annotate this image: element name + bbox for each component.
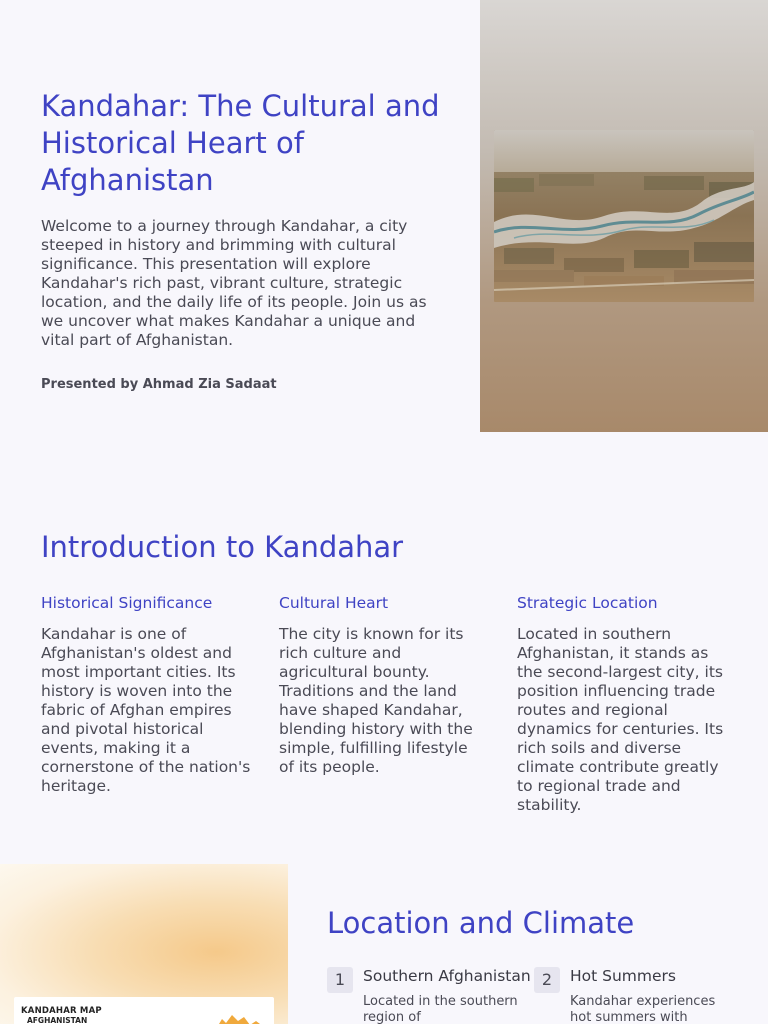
column-title: Cultural Heart <box>279 594 389 612</box>
page-title: Kandahar: The Cultural and Historical Heart of Afghanistan <box>41 89 440 197</box>
location-heading: Location and Climate <box>327 906 635 940</box>
map-title: KANDAHAR MAP <box>21 1006 102 1016</box>
introduction-heading: Introduction to Kandahar <box>41 530 404 564</box>
presenter-credit: Presented by Ahmad Zia Sadaat <box>41 377 277 392</box>
hero-section <box>0 0 768 432</box>
column-text: Located in southern Afghanistan, it stands as the second-largest city, its position influencing trade routes and regional dynamics for centuries. Its rich soils and diverse climate contribute greatly to regional trade and stability. <box>517 625 724 814</box>
map-panel <box>0 864 288 1024</box>
location-item-title: Hot Summers <box>570 967 676 985</box>
hero-photo-panel <box>480 0 768 432</box>
column-title: Strategic Location <box>517 594 658 612</box>
cultural-heart-column <box>279 594 487 777</box>
hero-intro-text: Welcome to a journey through Kandahar, a city steeped in history and brimming with cultural significance. This presentation will explore Kandahar's rich past, vibrant culture, strategic location, and the daily life of its people. Join us as we uncover what makes Kandahar a unique and vital part of Afghanistan. <box>41 217 427 349</box>
map-subtitle: AFGHANISTAN <box>27 1016 88 1024</box>
historical-significance-column <box>41 594 259 796</box>
map-region-shape <box>164 1007 284 1024</box>
kandahar-map-image <box>14 997 274 1024</box>
location-item-title: Southern Afghanistan <box>363 967 531 985</box>
column-title: Historical Significance <box>41 594 213 612</box>
column-text: The city is known for its rich culture and agricultural bounty. Traditions and the land have shaped Kandahar, blending history with the simple, fulfilling lifestyle of its people. <box>279 625 473 776</box>
step-number-badge: 2 <box>534 967 560 993</box>
column-text: Kandahar is one of Afghanistan's oldest and most important cities. Its history is woven into the fabric of Afghan empires and pivotal historical events, making it a cornerstone of the nation's heritage. <box>41 625 251 795</box>
step-number-badge: 1 <box>327 967 353 993</box>
location-item-text: Located in the southern region of <box>363 994 518 1024</box>
location-item-text: Kandahar experiences hot summers with <box>570 994 716 1024</box>
strategic-location-column <box>517 594 733 815</box>
kandahar-aerial-photo <box>494 130 754 302</box>
